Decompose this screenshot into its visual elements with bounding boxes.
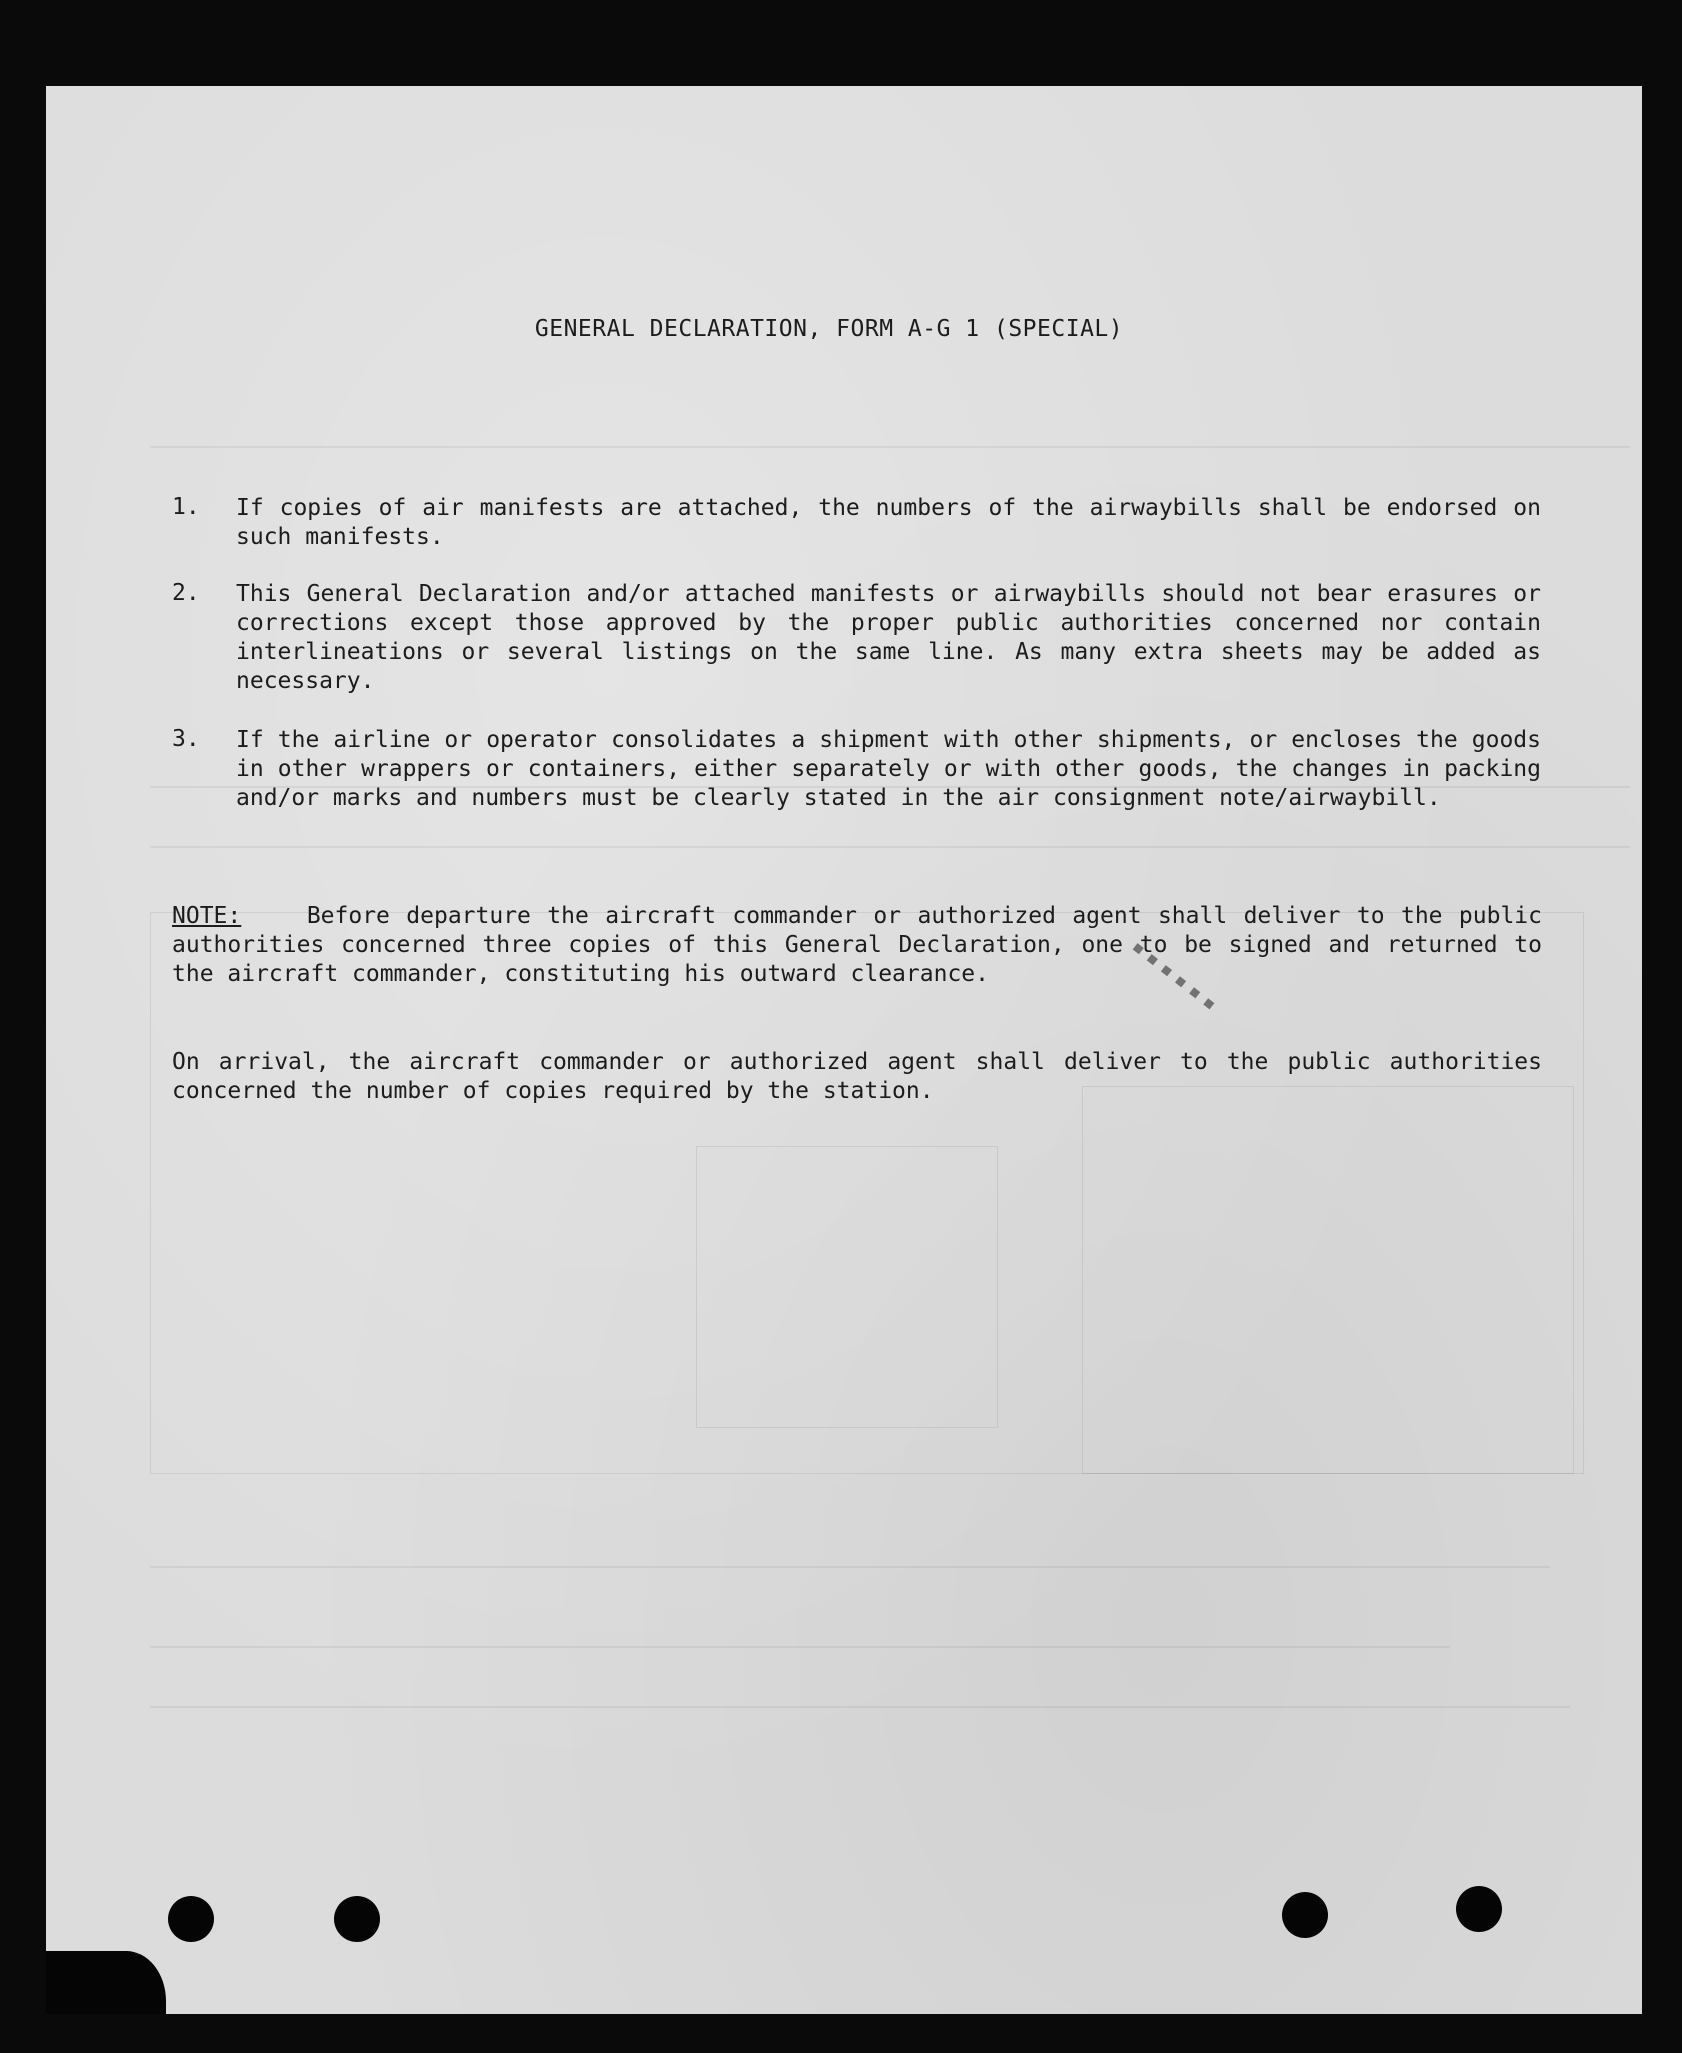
bleed-through-box (1082, 1086, 1574, 1474)
bleed-through-line (150, 1706, 1570, 1708)
torn-corner (46, 1951, 166, 2014)
item-number: 1. (172, 494, 200, 520)
arrival-paragraph: On arrival, the aircraft commander or authorized agent shall deliver to the public authorities concerned the number of copies required by the station. (172, 1049, 1542, 1104)
faint-stamp-mark: ▪ ▪ ▪ ▪ ▪ ▪ (1128, 936, 1221, 1015)
punch-hole (1456, 1886, 1502, 1932)
punch-hole (168, 1896, 214, 1942)
item-number: 2. (172, 580, 200, 606)
page-title: GENERAL DECLARATION, FORM A-G 1 (SPECIAL) (534, 316, 1124, 342)
note-label: NOTE: (172, 903, 242, 929)
bleed-through-line (150, 1566, 1550, 1568)
item-text: If the airline or operator consolidates a shipment with other shipments, or encloses the goods in other wrappers or containers, either separately or with other goods, the changes in packing and/or marks and numbers must be clearly stated in the air consignment note/airwaybill. (236, 727, 1541, 811)
item-number: 3. (172, 726, 200, 752)
item-text: This General Declaration and/or attached manifests or airwaybills should not bear erasures or corrections except those approved by the proper public authorities concerned nor contain interlineations or several listings on the same line. As many extra sheets may be added as necessary. (236, 581, 1541, 694)
punch-hole (334, 1896, 380, 1942)
item-text: If copies of air manifests are attached, the numbers of the airwaybills shall be endorsed on such manifests. (236, 495, 1541, 550)
bleed-through-line (150, 846, 1630, 848)
bleed-through-line (150, 446, 1630, 448)
document-page (46, 86, 1642, 2014)
bleed-through-line (150, 1646, 1450, 1648)
bleed-through-box (696, 1146, 998, 1428)
note-text: Before departure the aircraft commander or authorized agent shall deliver to the public authorities concerned three copies of this General Declaration, one to be signed and returned to the aircraft commander, constituting his outward clearance. (172, 903, 1542, 987)
punch-hole (1282, 1892, 1328, 1938)
note-paragraph (172, 902, 1542, 989)
